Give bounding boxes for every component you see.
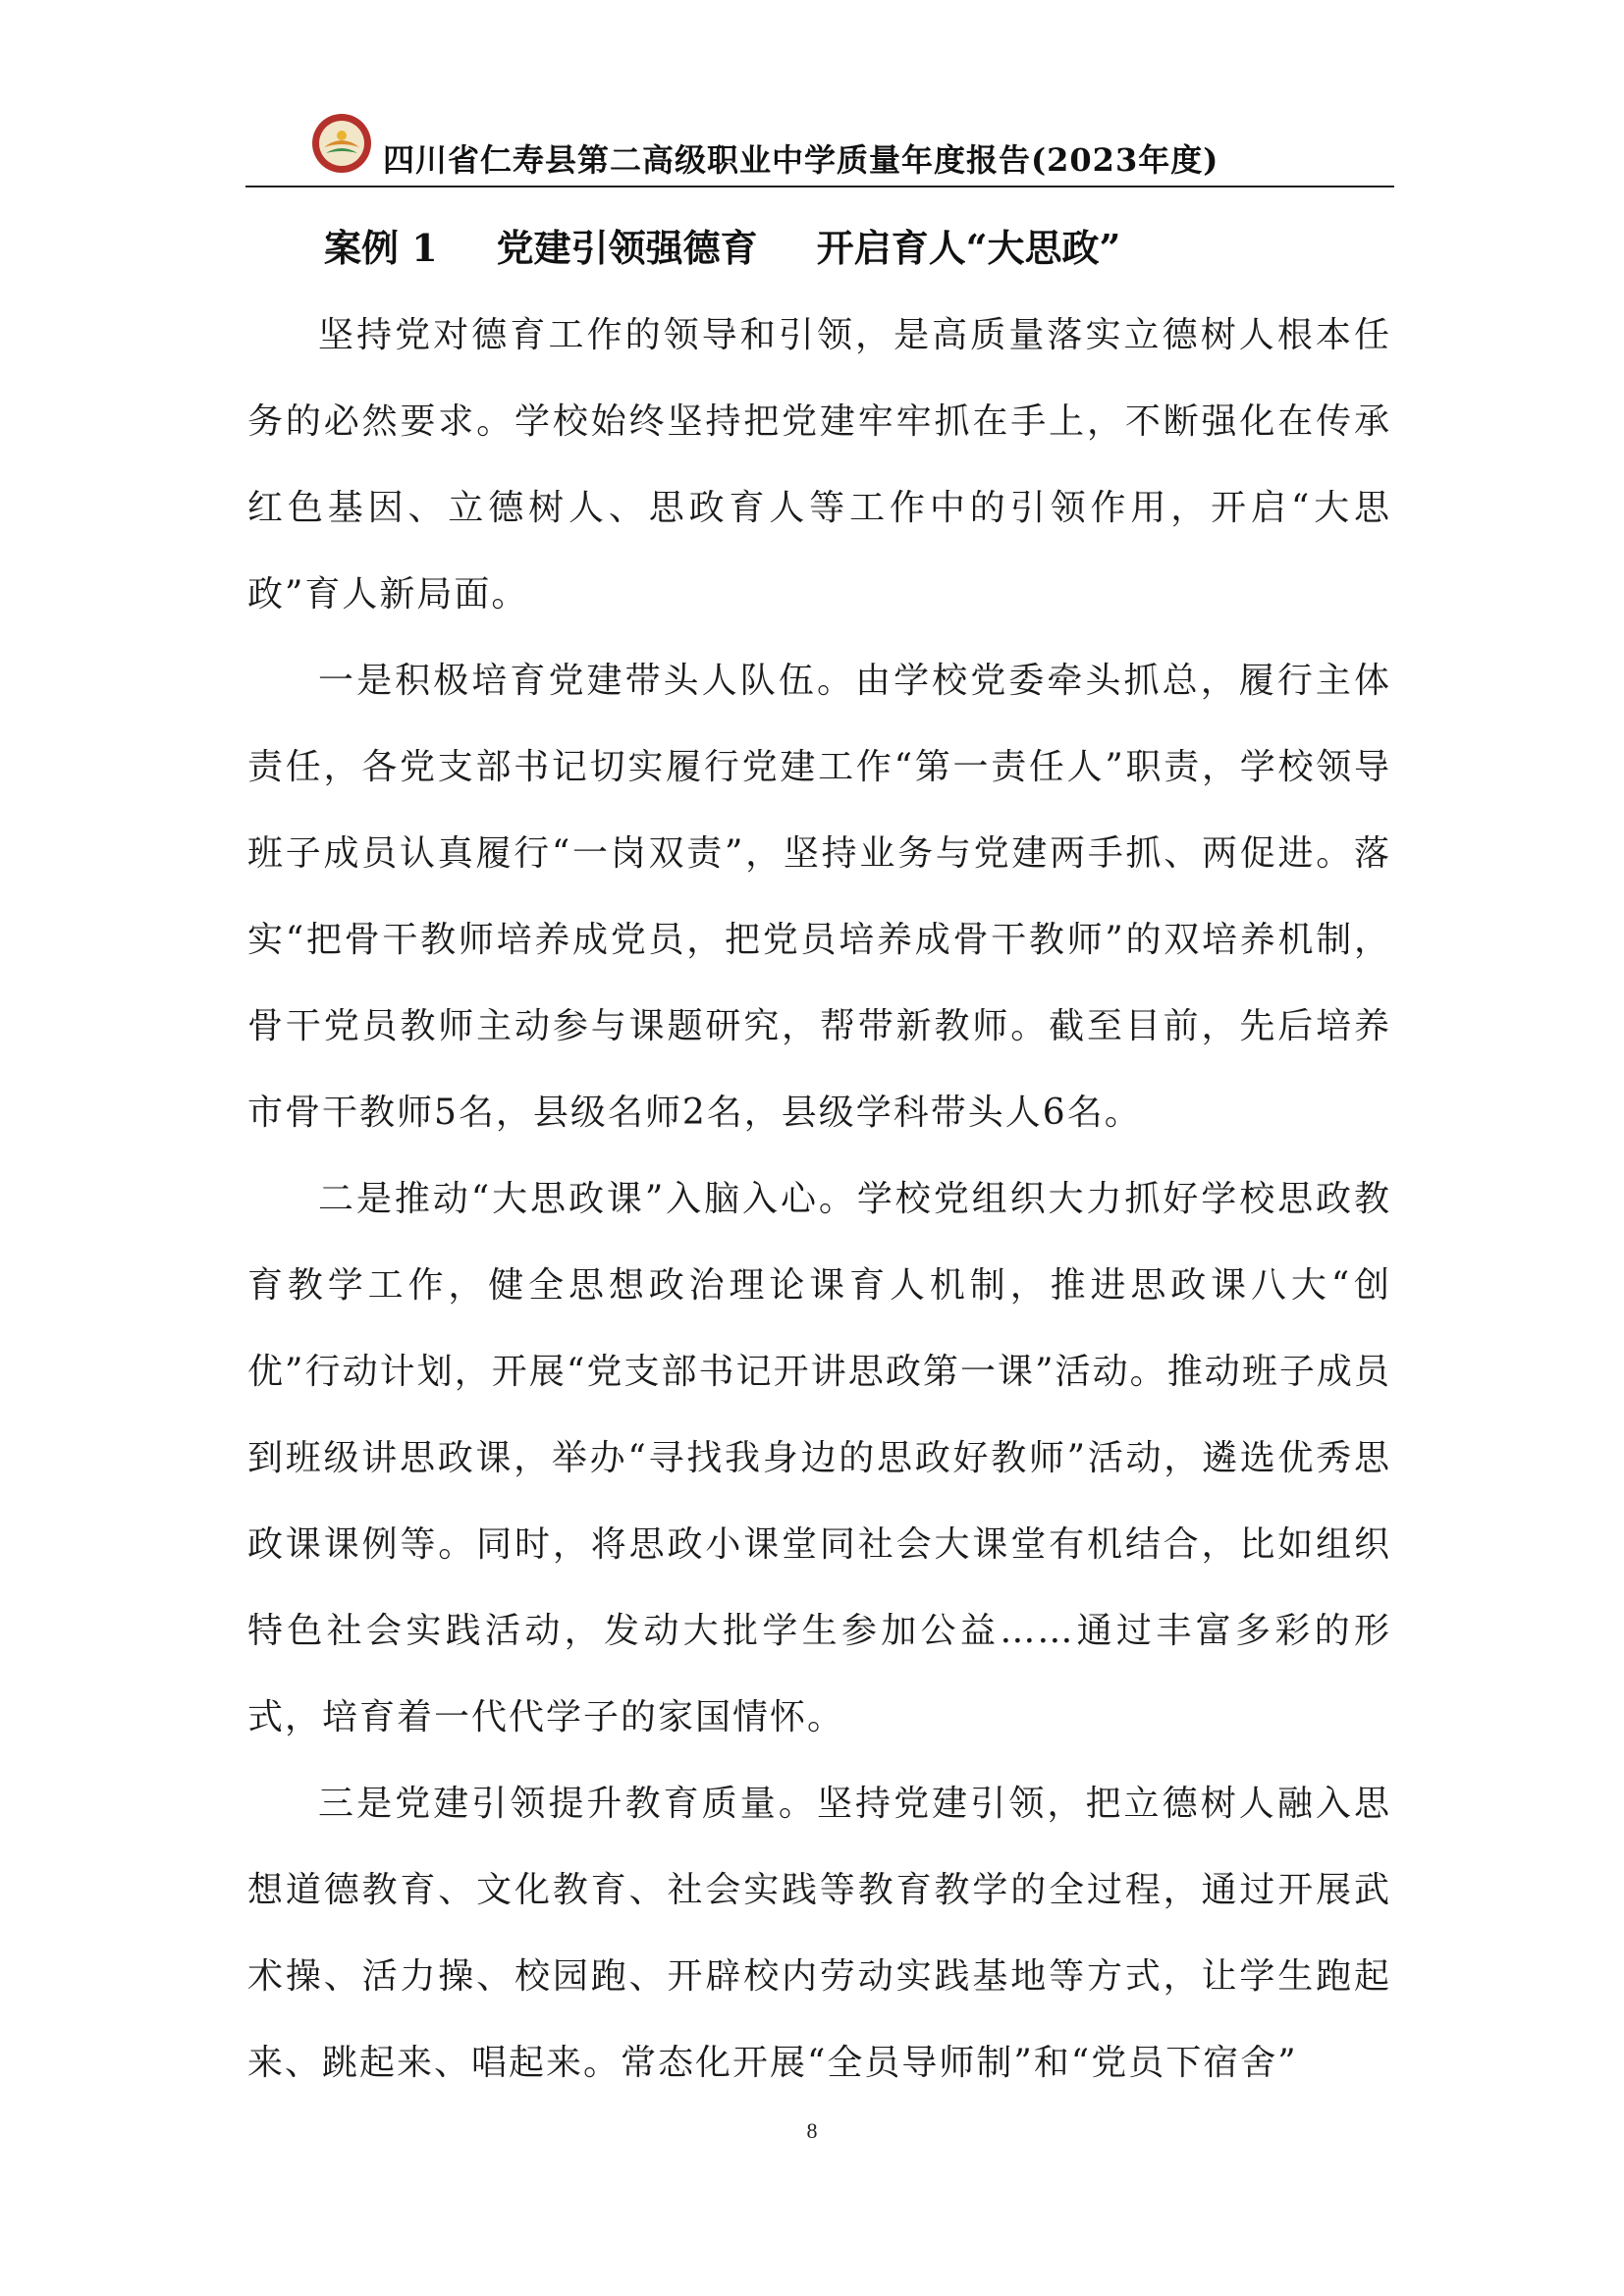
paragraph-three: 三是党建引领提升教育质量。坚持党建引领，把立德树人融入思想道德教育、文化教育、社会实践等教育教学的全过程，通过开展武术操、活力操、校园跑、开辟校内劳动实践基地等方式，让学生跑起来、跳起来、唱起来。常态化开展“全员导师制”和“党员下宿舍” bbox=[247, 1784, 1391, 2083]
case-title-part2: 开启育人“大思政” bbox=[816, 226, 1121, 270]
school-logo-icon bbox=[310, 112, 373, 175]
report-header-title: 四川省仁寿县第二高级职业中学质量年度报告(2023年度) bbox=[383, 141, 1219, 179]
header-divider bbox=[245, 186, 1394, 187]
body-text bbox=[247, 293, 1391, 2107]
case-heading bbox=[324, 218, 1306, 270]
paragraph-two: 二是推动“大思政课”入脑入心。学校党组织大力抓好学校思政教育教学工作，健全思想政治理论课育人机制，推进思政课八大“创优”行动计划，开展“党支部书记开讲思政第一课”活动。推动班子成员到班级讲思政课，举办“寻找我身边的思政好教师”活动，遴选优秀思政课课例等。同时，将思政小课堂同社会大课堂有机结合，比如组织特色社会实践活动，发动大批学生参加公益……通过丰富多彩的形式，培育着一代代学子的家国情怀。 bbox=[247, 1179, 1391, 1737]
case-label: 案例 1 bbox=[324, 226, 438, 270]
paragraph-one: 一是积极培育党建带头人队伍。由学校党委牵头抓总，履行主体责任，各党支部书记切实履行党建工作“第一责任人”职责，学校领导班子成员认真履行“一岗双责”，坚持业务与党建两手抓、两促进。落实“把骨干教师培养成党员，把党员培养成骨干教师”的双培养机制，骨干党员教师主动参与课题研究，帮带新教师。截至目前，先后培养市骨干教师5名，县级名师2名，县级学科带头人6名。 bbox=[247, 661, 1391, 1133]
page-number: 8 bbox=[806, 2118, 818, 2143]
paragraph-intro: 坚持党对德育工作的领导和引领，是高质量落实立德树人根本任务的必然要求。学校始终坚持把党建牢牢抓在手上，不断强化在传承红色基因、立德树人、思政育人等工作中的引领作用，开启“大思政”育人新局面。 bbox=[247, 315, 1391, 614]
page-header bbox=[245, 106, 1394, 187]
case-title-part1: 党建引领强德育 bbox=[496, 226, 758, 270]
